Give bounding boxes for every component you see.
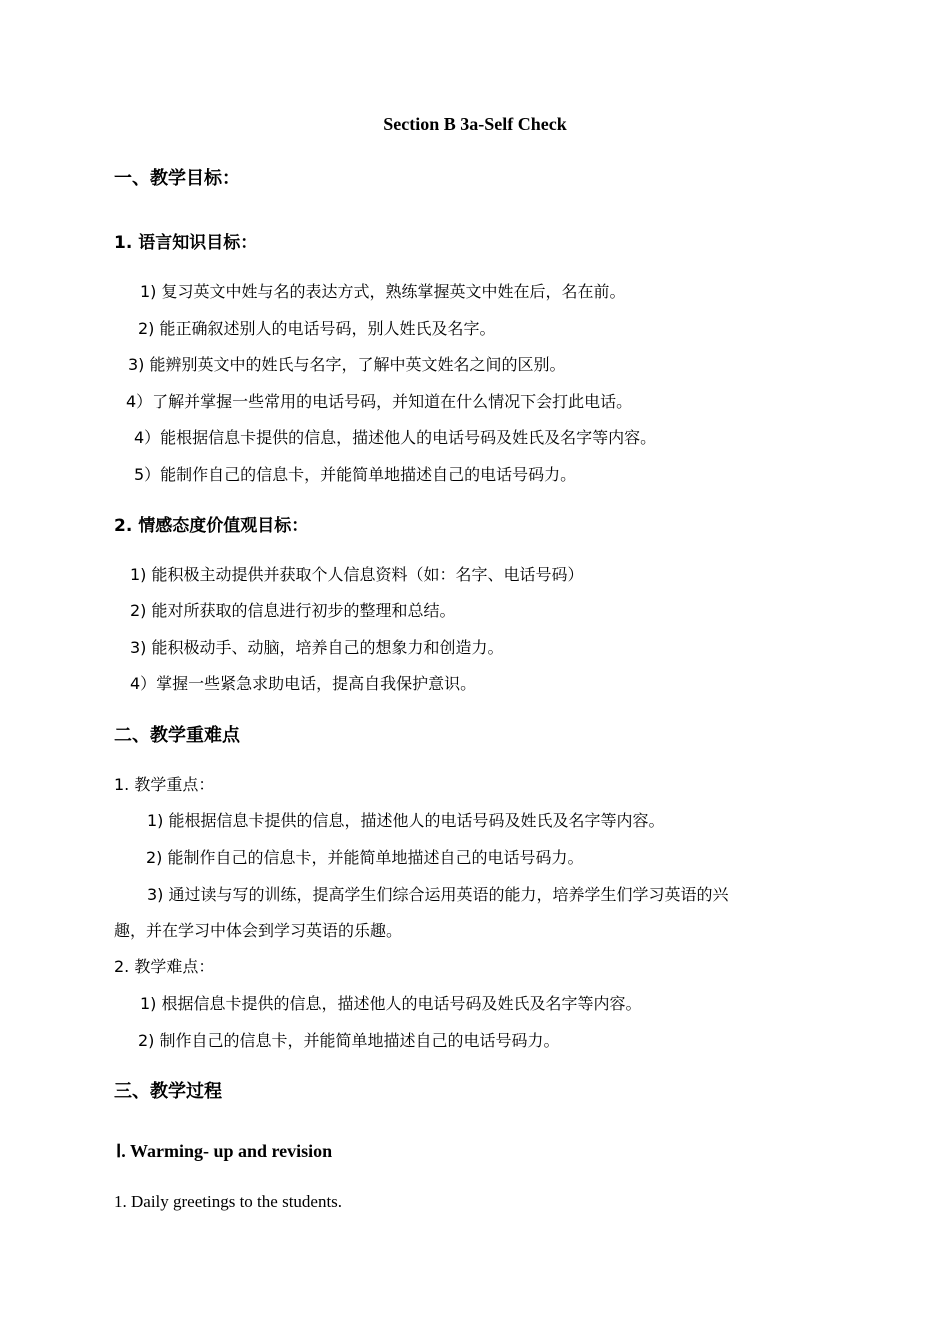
list-item: 2) 能制作自己的信息卡，并能简单地描述自己的电话号码力。: [146, 848, 584, 867]
list-item: 1) 能根据信息卡提供的信息，描述他人的电话号码及姓氏及名字等内容。: [147, 811, 665, 830]
list-item: 3) 能积极动手、动脑，培养自己的想象力和创造力。: [130, 638, 504, 657]
document-title: Section B 3a-Self Check: [383, 114, 567, 134]
section-heading-key-points: 二、教学重难点: [114, 725, 240, 746]
section-heading-process: 三、教学过程: [114, 1081, 222, 1102]
list-item: 2) 能正确叙述别人的电话号码，别人姓氏及名字。: [138, 319, 496, 338]
list-item: 2) 能对所获取的信息进行初步的整理和总结。: [130, 601, 456, 620]
subheading-emotion-values: 2. 情感态度价值观目标：: [114, 516, 309, 536]
list-item: 5）能制作自己的信息卡，并能简单地描述自己的电话号码力。: [134, 465, 577, 484]
section-heading-objectives: 一、教学目标：: [114, 168, 240, 189]
step-heading-warming-up: Ⅰ. Warming- up and revision: [116, 1141, 333, 1161]
list-item: 4）能根据信息卡提供的信息，描述他人的电话号码及姓氏及名字等内容。: [134, 428, 657, 447]
list-item: 4）了解并掌握一些常用的电话号码，并知道在什么情况下会打此电话。: [126, 392, 633, 411]
list-item: 1. Daily greetings to the students.: [114, 1192, 343, 1211]
list-item: 3) 能辨别英文中的姓氏与名字，了解中英文姓名之间的区别。: [128, 355, 566, 374]
list-item: 趣，并在学习中体会到学习英语的乐趣。: [114, 921, 403, 940]
subheading-teaching-focus: 1. 教学重点：: [114, 775, 215, 794]
subheading-language-knowledge: 1. 语言知识目标：: [114, 233, 258, 253]
list-item: 1) 根据信息卡提供的信息，描述他人的电话号码及姓氏及名字等内容。: [140, 994, 642, 1013]
subheading-teaching-difficulty: 2. 教学难点：: [114, 957, 215, 976]
list-item: 1) 复习英文中姓与名的表达方式，熟练掌握英文中姓在后，名在前。: [140, 282, 626, 301]
list-item: 3) 通过读与写的训练，提高学生们综合运用英语的能力，培养学生们学习英语的兴: [147, 885, 729, 904]
list-item: 1) 能积极主动提供并获取个人信息资料（如：名字、电话号码）: [130, 565, 584, 584]
list-item: 4）掌握一些紧急求助电话，提高自我保护意识。: [130, 674, 477, 693]
list-item: 2) 制作自己的信息卡，并能简单地描述自己的电话号码力。: [138, 1031, 560, 1050]
